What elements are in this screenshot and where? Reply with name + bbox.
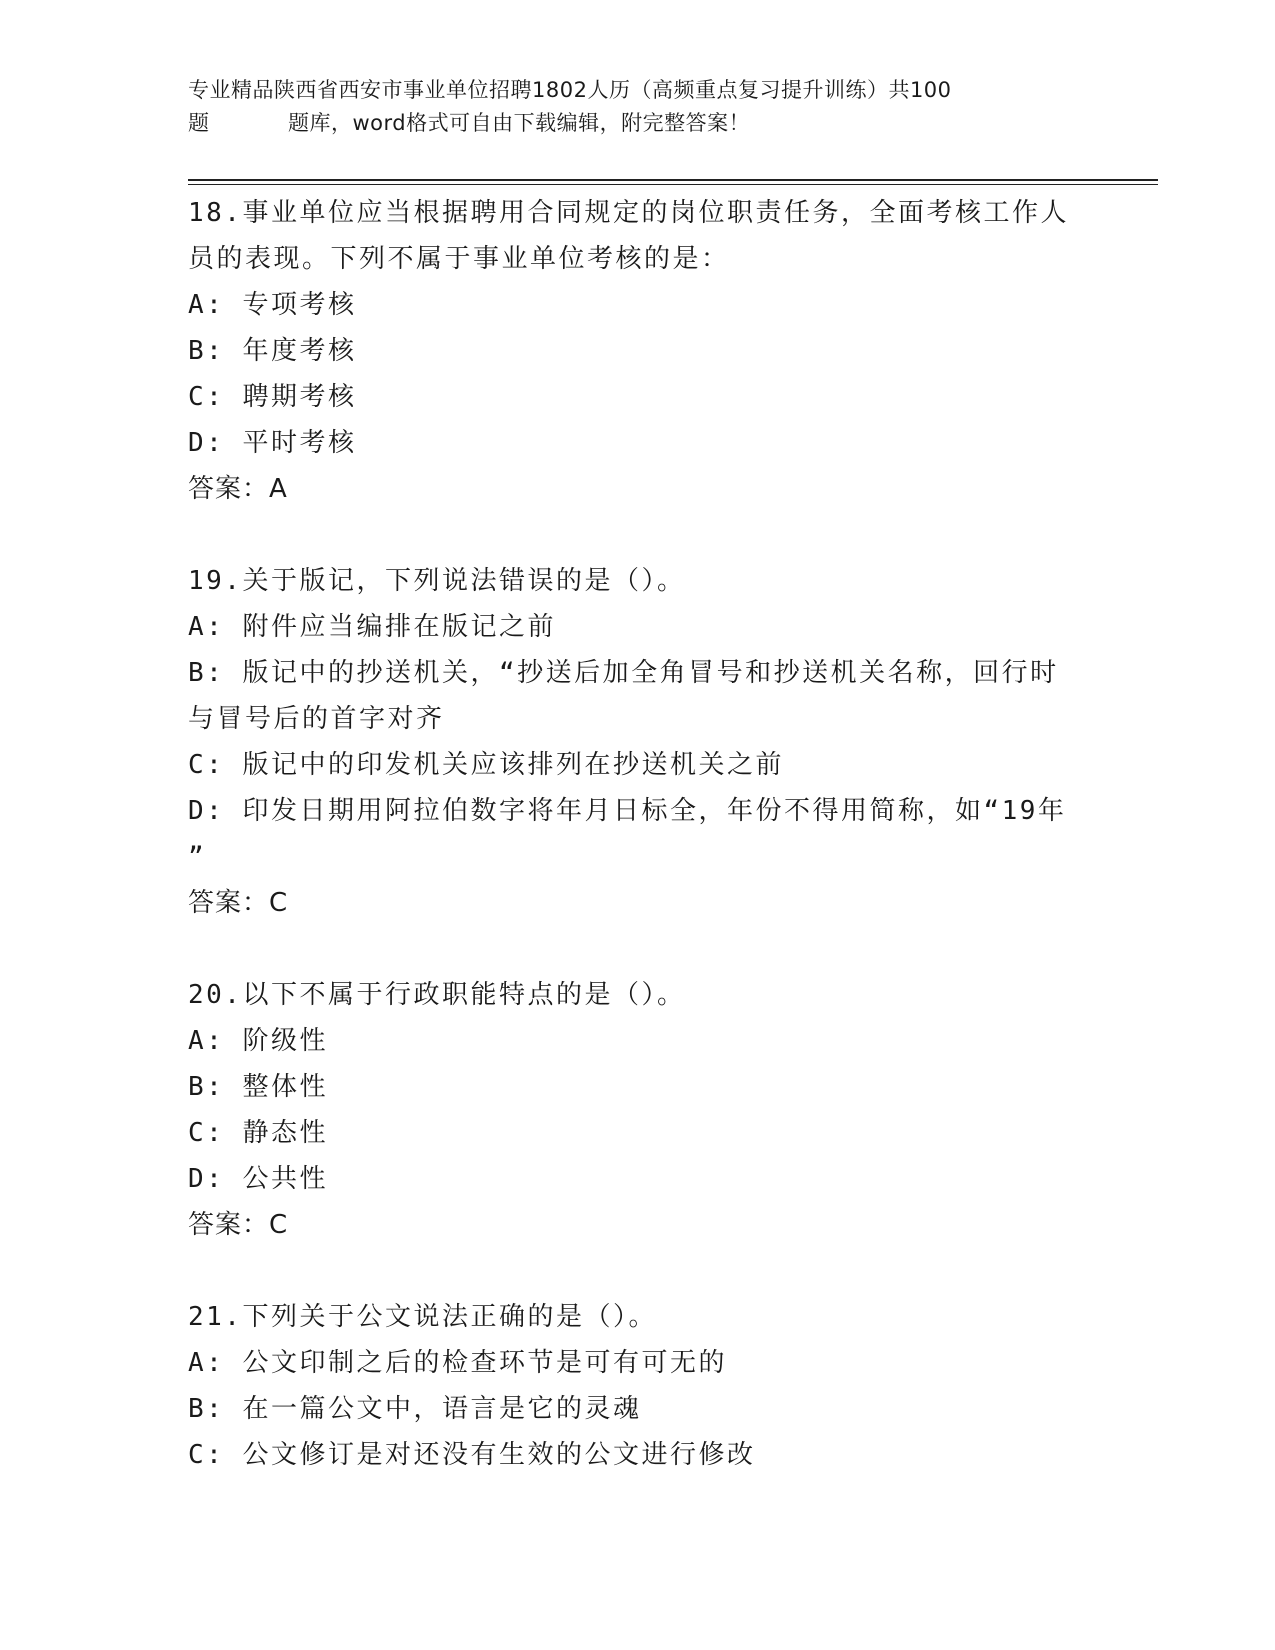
- option-c: C: 版记中的印发机关应该排列在抄送机关之前: [188, 750, 784, 780]
- option-b: B: 整体性: [188, 1072, 328, 1102]
- option-c: C: 公文修订是对还没有生效的公文进行修改: [188, 1440, 756, 1470]
- question-stem-continued: 员的表现。下列不属于事业单位考核的是：: [188, 244, 730, 274]
- option-b: B: 年度考核: [188, 336, 357, 366]
- question-stem: 20.以下不属于行政职能特点的是（）。: [188, 980, 686, 1010]
- option-b: B: 在一篇公文中，语言是它的灵魂: [188, 1394, 642, 1424]
- option-c: C: 聘期考核: [188, 382, 357, 412]
- option-b-continued: 与冒号后的首字对齐: [188, 704, 445, 734]
- header-subtitle: 题库，word格式可自由下载编辑，附完整答案！: [288, 111, 751, 135]
- option-d: D: 印发日期用阿拉伯数字将年月日标全，年份不得用简称，如“19年: [188, 796, 1067, 826]
- option-d: D: 平时考核: [188, 428, 357, 458]
- question-19: [188, 558, 1088, 926]
- header-title-fragment: 题: [188, 111, 210, 135]
- option-d: D: 公共性: [188, 1164, 328, 1194]
- question-18: [188, 190, 1088, 512]
- question-20: [188, 972, 1088, 1248]
- header-title-line-2: [188, 107, 1088, 140]
- option-b: B: 版记中的抄送机关，“抄送后加全角冒号和抄送机关名称，回行时: [188, 658, 1059, 688]
- question-stem: 21.下列关于公文说法正确的是（）。: [188, 1302, 657, 1332]
- option-a: A: 公文印制之后的检查环节是可有可无的: [188, 1348, 727, 1378]
- question-21: [188, 1294, 1088, 1478]
- option-a: A: 专项考核: [188, 290, 357, 320]
- question-list: [188, 190, 1088, 1524]
- document-header: [188, 74, 1088, 140]
- question-stem: 19.关于版记，下列说法错误的是（）。: [188, 566, 686, 596]
- option-a: A: 阶级性: [188, 1026, 328, 1056]
- answer: 答案：C: [188, 1210, 289, 1240]
- option-c: C: 静态性: [188, 1118, 328, 1148]
- answer: 答案：A: [188, 474, 288, 504]
- header-title-line: 专业精品陕西省西安市事业单位招聘1802人历（高频重点复习提升训练）共100: [188, 78, 952, 102]
- option-a: A: 附件应当编排在版记之前: [188, 612, 556, 642]
- header-divider-thin: [188, 184, 1158, 185]
- header-divider: [188, 179, 1158, 181]
- answer: 答案：C: [188, 888, 289, 918]
- option-d-continued: ”: [188, 842, 207, 872]
- question-stem: 18.事业单位应当根据聘用合同规定的岗位职责任务，全面考核工作人: [188, 198, 1069, 228]
